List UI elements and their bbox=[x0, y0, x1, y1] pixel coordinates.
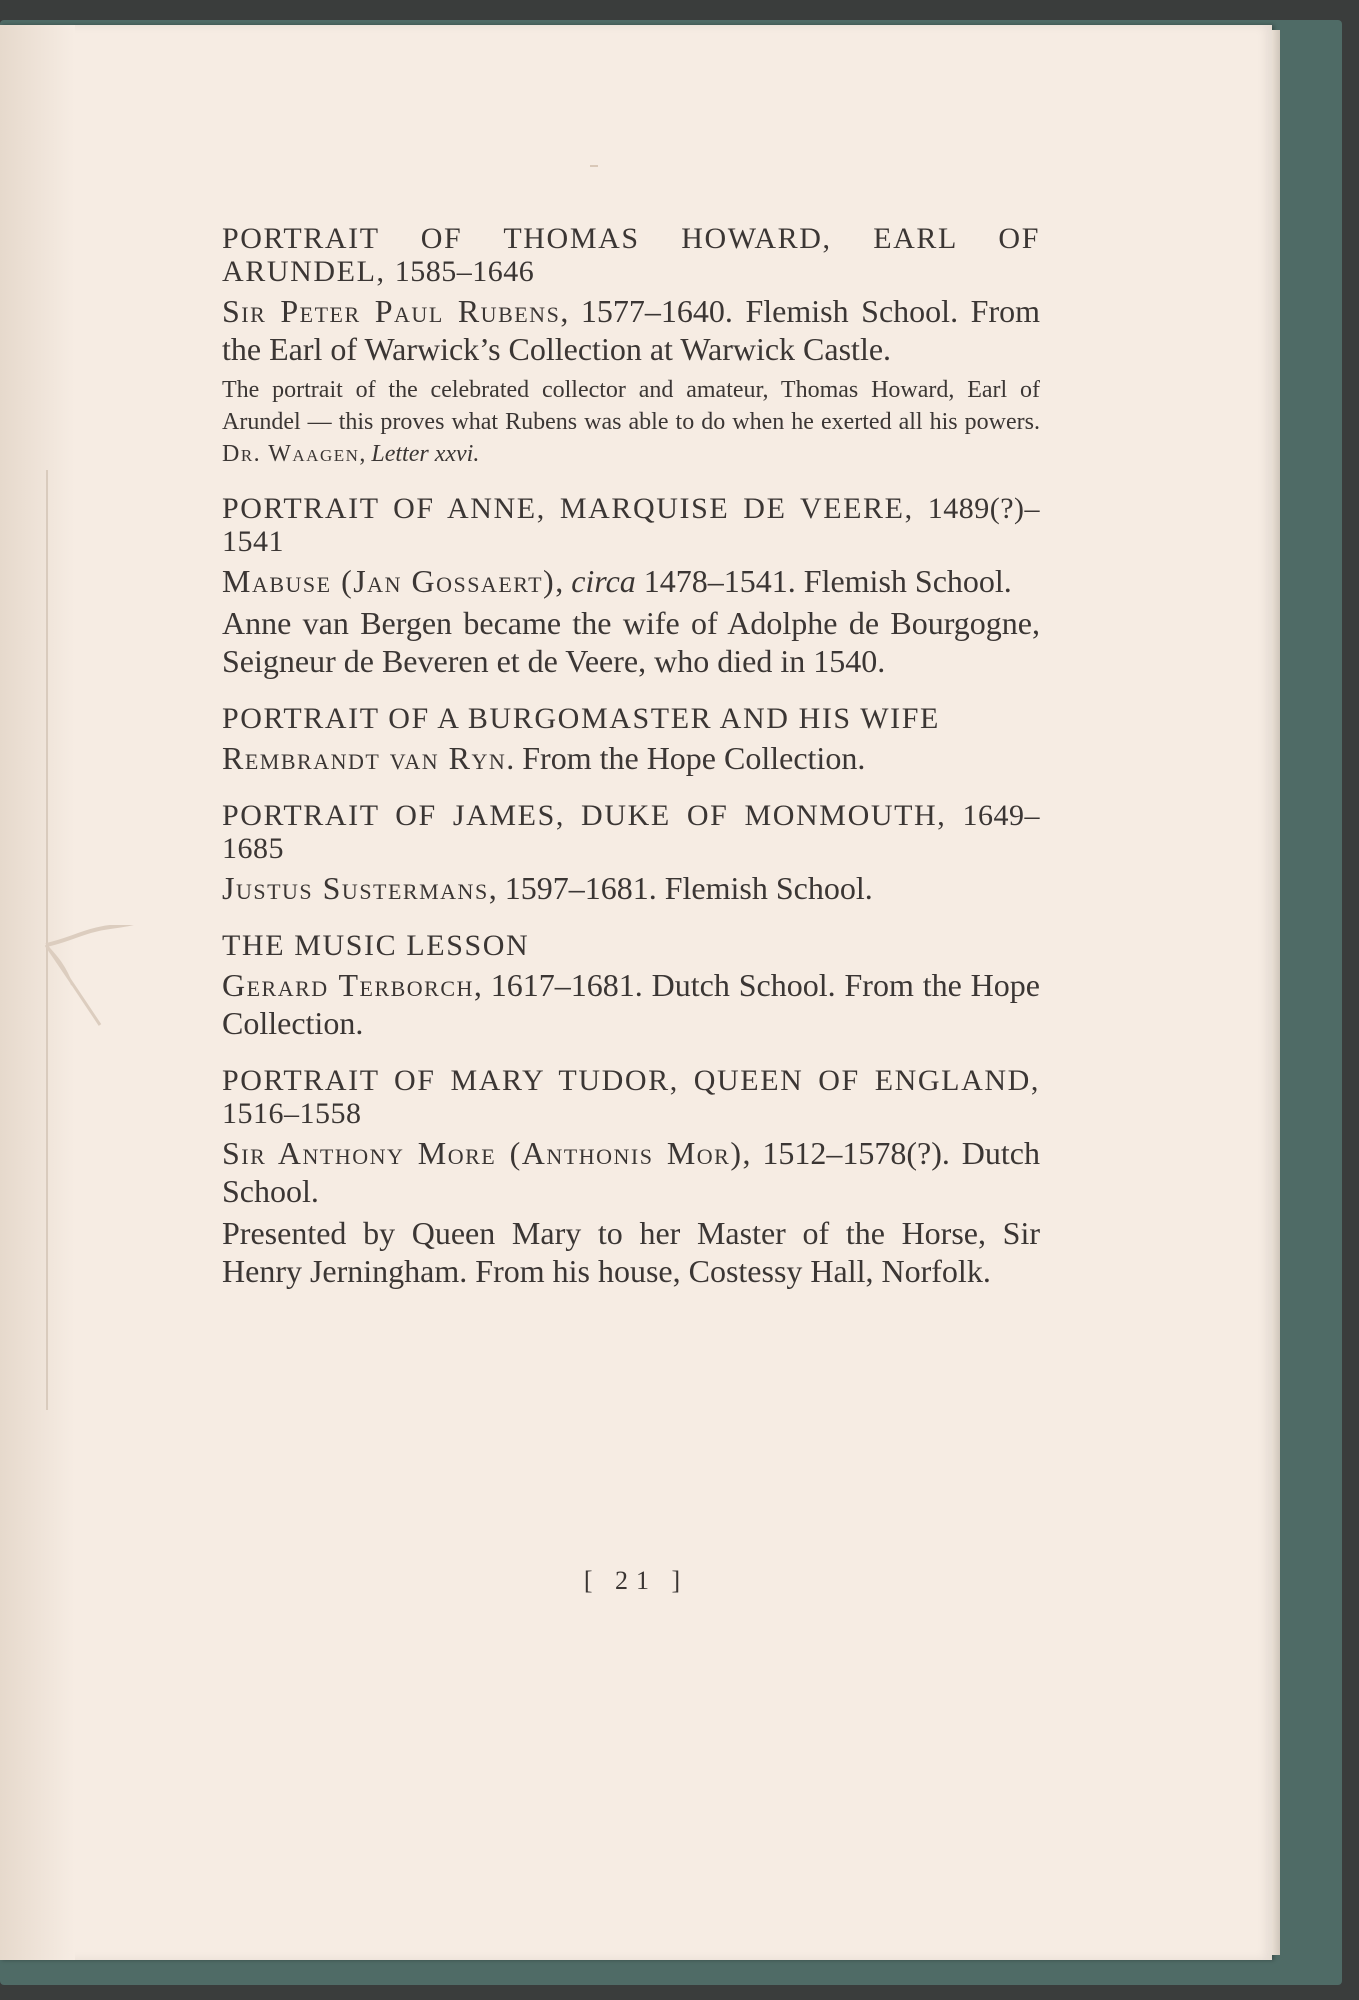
artist-name: Rembrandt van Ryn bbox=[222, 740, 507, 776]
entry-duke-monmouth bbox=[222, 799, 1040, 907]
artist-name: Gerard Terborch bbox=[222, 967, 474, 1003]
note-reference: Letter xxvi. bbox=[371, 441, 480, 467]
entry-music-lesson bbox=[222, 929, 1040, 1042]
entry-title: PORTRAIT OF JAMES, DUKE OF MONMOUTH, 1649–1685 bbox=[222, 799, 1040, 865]
entry-attribution: Mabuse (Jan Gossaert), circa 1478–1541. Flemish School. bbox=[222, 563, 1012, 599]
page-edges bbox=[1272, 30, 1280, 1955]
entry-dates: 1585–1646 bbox=[394, 255, 535, 288]
entry-title: PORTRAIT OF A BURGOMASTER AND HIS WIFE bbox=[222, 702, 940, 735]
paper-mark bbox=[590, 165, 598, 167]
entry-thomas-howard bbox=[222, 222, 1040, 470]
artist-name: Justus Sustermans bbox=[222, 870, 489, 906]
entry-attribution: Justus Sustermans, 1597–1681. Flemish School. bbox=[222, 870, 873, 906]
entry-title: PORTRAIT OF THOMAS HOWARD, EARL OF ARUNDEL, 1585–1646 bbox=[222, 222, 1040, 288]
artist-name: Mabuse (Jan Gossaert) bbox=[222, 563, 556, 599]
entry-dates: 1489(?)–1541 bbox=[222, 492, 1040, 558]
thread-knot bbox=[40, 925, 190, 1035]
entry-attribution: Sir Peter Paul Rubens, 1577–1640. Flemish School. From the Earl of Warwick’s Collection at Warwick Castle. bbox=[222, 293, 1041, 367]
entry-title: THE MUSIC LESSON bbox=[222, 929, 530, 962]
note-author: Dr. Waagen bbox=[222, 441, 360, 467]
entry-note: The portrait of the celebrated collector and amateur, Thomas Howard, Earl of Arundel — this proves what Rubens was able to do when he exerted all his powers. Dr. Waagen, Letter xxvi. bbox=[222, 377, 1040, 467]
entry-attribution: Gerard Terborch, 1617–1681. Dutch School. From the Hope Collection. bbox=[222, 967, 1040, 1041]
entry-title: PORTRAIT OF MARY TUDOR, QUEEN OF ENGLAND, 1516–1558 bbox=[222, 1064, 1040, 1130]
entry-anne-marquise bbox=[222, 492, 1040, 680]
entry-title: PORTRAIT OF ANNE, MARQUISE DE VEERE, 1489(?)–1541 bbox=[222, 492, 1040, 558]
artist-name: Sir Peter Paul Rubens bbox=[222, 293, 561, 329]
entry-dates: 1649–1685 bbox=[222, 799, 1040, 865]
entry-note: Presented by Queen Mary to her Master of the Horse, Sir Henry Jerningham. From his house, Costessy Hall, Norfolk. bbox=[222, 1215, 1040, 1289]
entry-burgomaster bbox=[222, 702, 1040, 777]
entry-attribution: Sir Anthony More (Anthonis Mor), 1512–1578(?). Dutch School. bbox=[222, 1135, 1040, 1209]
artist-name: Sir Anthony More (Anthonis Mor) bbox=[222, 1135, 743, 1171]
entry-dates: 1516–1558 bbox=[222, 1097, 362, 1130]
catalogue-page-content bbox=[222, 222, 1040, 1312]
entry-attribution: Rembrandt van Ryn. From the Hope Collection. bbox=[222, 740, 866, 776]
entry-note: Anne van Bergen became the wife of Adolphe de Bourgogne, Seigneur de Beveren et de Veere, who died in 1540. bbox=[222, 605, 1040, 679]
entry-mary-tudor bbox=[222, 1064, 1040, 1290]
page-number: [ 21 ] bbox=[583, 1566, 689, 1595]
